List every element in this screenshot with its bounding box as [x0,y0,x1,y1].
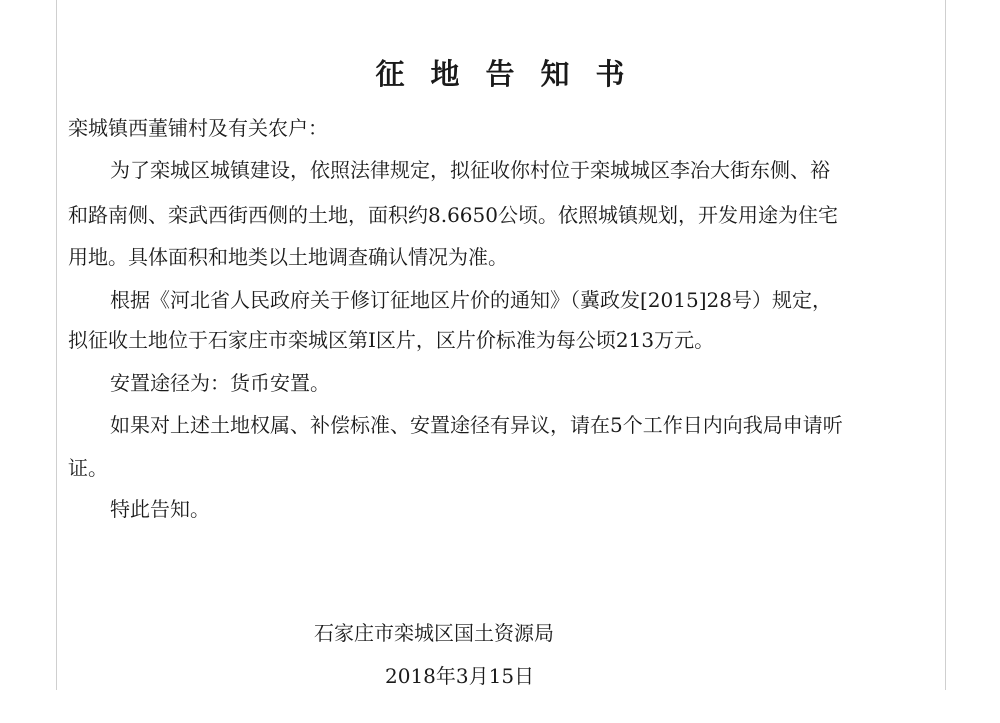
signature-date: 2018年3月15日 [385,664,535,688]
paragraph4-line2: 证。 [68,456,108,480]
page-border-right [945,0,946,690]
salutation: 栾城镇西董铺村及有关农户： [68,116,328,140]
document-title: 征地告知书 [375,57,651,91]
paragraph2-line1: 根据《河北省人民政府关于修订征地区片价的通知》（冀政发[2015]28号）规定， [110,288,832,312]
closing: 特此告知。 [110,497,210,521]
paragraph3: 安置途径为：货币安置。 [110,371,330,395]
paragraph1-line2: 和路南侧、栾武西街西侧的土地，面积约8.6650公顷。依照城镇规划，开发用途为住宅 [68,203,838,227]
paragraph1-line1: 为了栾城区城镇建设，依照法律规定，拟征收你村位于栾城城区李冶大街东侧、裕 [110,158,830,182]
signature-org: 石家庄市栾城区国土资源局 [314,621,554,645]
paragraph1-line3: 用地。具体面积和地类以土地调查确认情况为准。 [68,245,508,269]
page-border-left [56,0,57,690]
paragraph4-line1: 如果对上述土地权属、补偿标准、安置途径有异议，请在5个工作日内向我局申请听 [110,413,843,437]
paragraph2-line2: 拟征收土地位于石家庄市栾城区第Ⅰ区片，区片价标准为每公顷213万元。 [68,328,715,352]
